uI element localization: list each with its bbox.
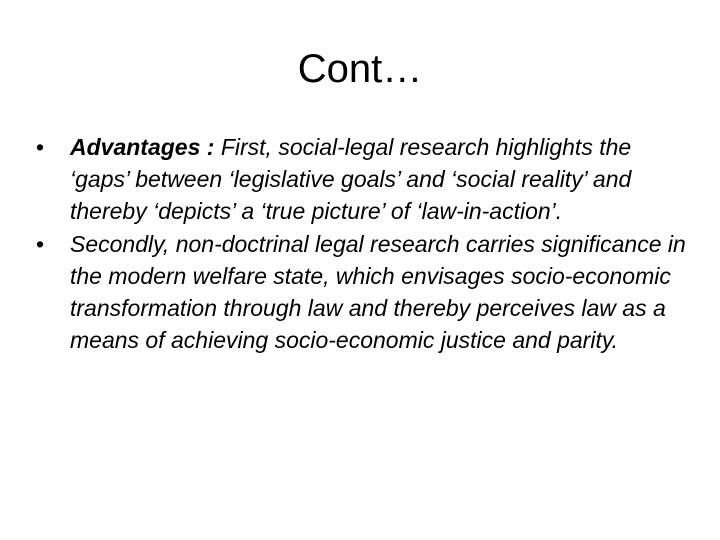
bullet-advantages [36, 131, 686, 228]
bullet-text: Secondly, non-doctrinal legal research carries significance in the modern welfare state, which envisages socio-economic transformation through law and thereby perceives law as a means of achieving socio-economic justice and parity. [70, 230, 686, 354]
bullet-list [36, 131, 686, 356]
bullet-lead-label: Advantages : [70, 134, 215, 160]
slide-title: Cont… [297, 47, 423, 91]
bullet-text: First, social-legal research highlights the ‘gaps’ between ‘legislative goals’ and ‘social reality’ and thereby ‘depicts’ a ‘true picture’ of ‘law-in-action’. [70, 134, 632, 225]
bullet-secondly [36, 228, 686, 357]
bullet-icon: • [36, 230, 45, 257]
bullet-icon: • [36, 134, 45, 160]
